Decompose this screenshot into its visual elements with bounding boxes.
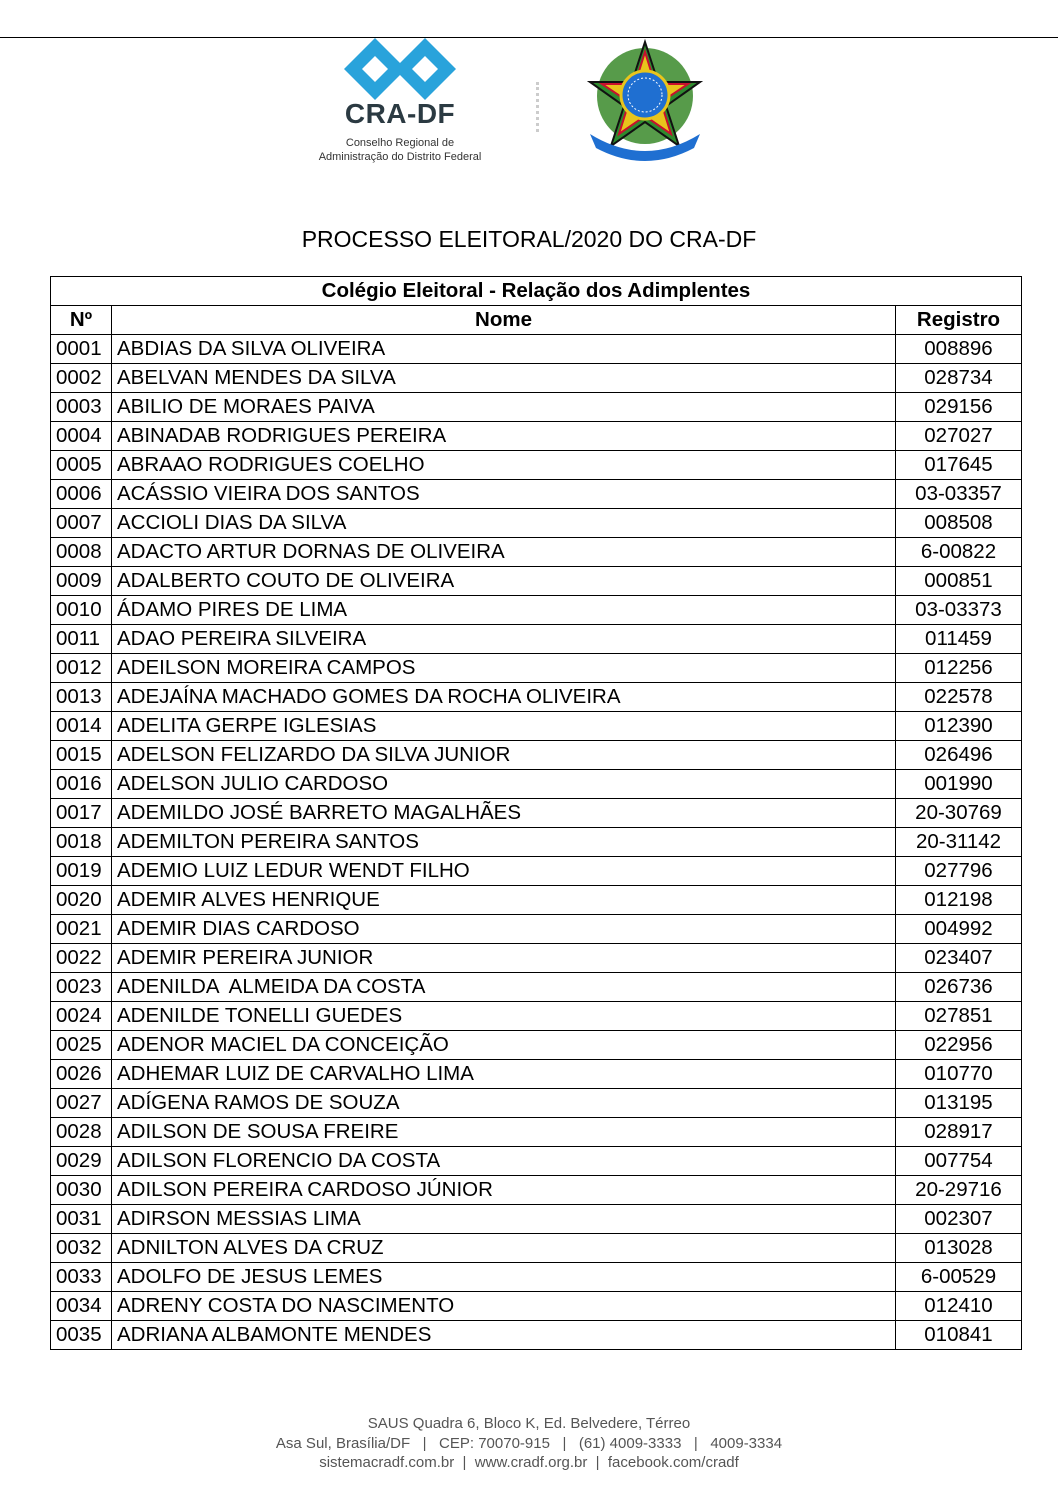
cra-df-logo-icon bbox=[344, 38, 456, 100]
cell-name: ABINADAB RODRIGUES PEREIRA bbox=[112, 422, 896, 451]
table-row bbox=[51, 480, 1022, 509]
cell-name: ADNILTON ALVES DA CRUZ bbox=[112, 1234, 896, 1263]
cell-name: ADACTO ARTUR DORNAS DE OLIVEIRA bbox=[112, 538, 896, 567]
cell-number: 0021 bbox=[51, 915, 112, 944]
table-row bbox=[51, 509, 1022, 538]
cell-name: ADILSON DE SOUSA FREIRE bbox=[112, 1118, 896, 1147]
cell-name: ADRIANA ALBAMONTE MENDES bbox=[112, 1321, 896, 1350]
cell-name: ADAO PEREIRA SILVEIRA bbox=[112, 625, 896, 654]
table-row bbox=[51, 393, 1022, 422]
table-caption: Colégio Eleitoral - Relação dos Adimplentes bbox=[51, 277, 1022, 306]
header-rule bbox=[0, 37, 1058, 38]
cell-name: ADÍGENA RAMOS DE SOUZA bbox=[112, 1089, 896, 1118]
cell-name: ADHEMAR LUIZ DE CARVALHO LIMA bbox=[112, 1060, 896, 1089]
table-row bbox=[51, 1321, 1022, 1350]
table-row bbox=[51, 712, 1022, 741]
cell-number: 0027 bbox=[51, 1089, 112, 1118]
cell-number: 0003 bbox=[51, 393, 112, 422]
cell-registro: 012256 bbox=[896, 654, 1022, 683]
cell-name: ADALBERTO COUTO DE OLIVEIRA bbox=[112, 567, 896, 596]
cell-number: 0035 bbox=[51, 1321, 112, 1350]
cell-number: 0033 bbox=[51, 1263, 112, 1292]
cell-number: 0010 bbox=[51, 596, 112, 625]
cell-name: ADENOR MACIEL DA CONCEIÇÃO bbox=[112, 1031, 896, 1060]
cell-name: ADEMILTON PEREIRA SANTOS bbox=[112, 828, 896, 857]
cell-number: 0020 bbox=[51, 886, 112, 915]
table-row bbox=[51, 828, 1022, 857]
cell-name: ADEILSON MOREIRA CAMPOS bbox=[112, 654, 896, 683]
cell-registro: 6-00529 bbox=[896, 1263, 1022, 1292]
table-row bbox=[51, 741, 1022, 770]
table-row bbox=[51, 335, 1022, 364]
table-row bbox=[51, 1089, 1022, 1118]
column-header-registro: Registro bbox=[896, 306, 1022, 335]
cell-number: 0013 bbox=[51, 683, 112, 712]
table-row bbox=[51, 1147, 1022, 1176]
cell-number: 0018 bbox=[51, 828, 112, 857]
cell-number: 0017 bbox=[51, 799, 112, 828]
logo-divider bbox=[536, 82, 543, 132]
table-row bbox=[51, 596, 1022, 625]
cell-registro: 028917 bbox=[896, 1118, 1022, 1147]
adimplentes-table bbox=[50, 276, 1022, 1350]
cell-registro: 027027 bbox=[896, 422, 1022, 451]
cell-registro: 20-29716 bbox=[896, 1176, 1022, 1205]
cell-name: ACCIOLI DIAS DA SILVA bbox=[112, 509, 896, 538]
cell-number: 0030 bbox=[51, 1176, 112, 1205]
cell-name: ADIRSON MESSIAS LIMA bbox=[112, 1205, 896, 1234]
document-title: PROCESSO ELEITORAL/2020 DO CRA-DF bbox=[301, 226, 757, 252]
cell-registro: 027851 bbox=[896, 1002, 1022, 1031]
cell-registro: 03-03373 bbox=[896, 596, 1022, 625]
cell-number: 0007 bbox=[51, 509, 112, 538]
table-header-row bbox=[51, 306, 1022, 335]
table-caption-row bbox=[51, 277, 1022, 306]
cell-number: 0023 bbox=[51, 973, 112, 1002]
cell-number: 0001 bbox=[51, 335, 112, 364]
cell-registro: 001990 bbox=[896, 770, 1022, 799]
cell-number: 0019 bbox=[51, 857, 112, 886]
table-row bbox=[51, 770, 1022, 799]
cell-number: 0008 bbox=[51, 538, 112, 567]
cell-registro: 017645 bbox=[896, 451, 1022, 480]
table-row bbox=[51, 1205, 1022, 1234]
cell-registro: 013028 bbox=[896, 1234, 1022, 1263]
cell-registro: 008896 bbox=[896, 335, 1022, 364]
footer-line: sistemacradf.com.br | www.cradf.org.br | facebook.com/cradf bbox=[319, 1454, 739, 1471]
table-row bbox=[51, 1002, 1022, 1031]
cell-name: ADOLFO DE JESUS LEMES bbox=[112, 1263, 896, 1292]
cell-number: 0006 bbox=[51, 480, 112, 509]
cell-registro: 6-00822 bbox=[896, 538, 1022, 567]
table-row bbox=[51, 625, 1022, 654]
cell-number: 0029 bbox=[51, 1147, 112, 1176]
cell-number: 0005 bbox=[51, 451, 112, 480]
logo-subtitle-line: Conselho Regional de bbox=[345, 137, 455, 149]
cell-registro: 022578 bbox=[896, 683, 1022, 712]
cell-name: ABELVAN MENDES DA SILVA bbox=[112, 364, 896, 393]
cell-name: ADILSON PEREIRA CARDOSO JÚNIOR bbox=[112, 1176, 896, 1205]
cell-name: ADENILDA ALMEIDA DA COSTA bbox=[112, 973, 896, 1002]
cell-number: 0002 bbox=[51, 364, 112, 393]
table-row bbox=[51, 973, 1022, 1002]
table-row bbox=[51, 1060, 1022, 1089]
cell-number: 0025 bbox=[51, 1031, 112, 1060]
cra-df-logo bbox=[300, 38, 510, 168]
cell-name: ADEMIR DIAS CARDOSO bbox=[112, 915, 896, 944]
cell-registro: 010770 bbox=[896, 1060, 1022, 1089]
cell-name: ABDIAS DA SILVA OLIVEIRA bbox=[112, 335, 896, 364]
cell-name: ADILSON FLORENCIO DA COSTA bbox=[112, 1147, 896, 1176]
table-row bbox=[51, 683, 1022, 712]
table-row bbox=[51, 799, 1022, 828]
table-row bbox=[51, 857, 1022, 886]
cell-registro: 20-31142 bbox=[896, 828, 1022, 857]
table-row bbox=[51, 538, 1022, 567]
cell-registro: 03-03357 bbox=[896, 480, 1022, 509]
cell-number: 0011 bbox=[51, 625, 112, 654]
cell-registro: 029156 bbox=[896, 393, 1022, 422]
cell-registro: 027796 bbox=[896, 857, 1022, 886]
cell-registro: 026736 bbox=[896, 973, 1022, 1002]
table-row bbox=[51, 886, 1022, 915]
cell-name: ABRAAO RODRIGUES COELHO bbox=[112, 451, 896, 480]
cell-name: ADEMIO LUIZ LEDUR WENDT FILHO bbox=[112, 857, 896, 886]
table-row bbox=[51, 1292, 1022, 1321]
cell-name: ABILIO DE MORAES PAIVA bbox=[112, 393, 896, 422]
table-row bbox=[51, 1176, 1022, 1205]
cell-number: 0034 bbox=[51, 1292, 112, 1321]
column-header-number: Nº bbox=[51, 306, 112, 335]
cell-registro: 004992 bbox=[896, 915, 1022, 944]
cell-registro: 012198 bbox=[896, 886, 1022, 915]
cell-name: ADEMIR ALVES HENRIQUE bbox=[112, 886, 896, 915]
cell-number: 0032 bbox=[51, 1234, 112, 1263]
cell-registro: 000851 bbox=[896, 567, 1022, 596]
cell-name: ADELSON JULIO CARDOSO bbox=[112, 770, 896, 799]
table-row bbox=[51, 654, 1022, 683]
table-row bbox=[51, 1118, 1022, 1147]
cell-registro: 028734 bbox=[896, 364, 1022, 393]
cell-registro: 010841 bbox=[896, 1321, 1022, 1350]
cell-name: ADENILDE TONELLI GUEDES bbox=[112, 1002, 896, 1031]
cell-registro: 011459 bbox=[896, 625, 1022, 654]
cell-number: 0028 bbox=[51, 1118, 112, 1147]
cell-name: ADELSON FELIZARDO DA SILVA JUNIOR bbox=[112, 741, 896, 770]
cell-registro: 002307 bbox=[896, 1205, 1022, 1234]
cell-name: ADRENY COSTA DO NASCIMENTO bbox=[112, 1292, 896, 1321]
table-row bbox=[51, 567, 1022, 596]
footer-line: SAUS Quadra 6, Bloco K, Ed. Belvedere, Térreo bbox=[367, 1415, 691, 1432]
table-row bbox=[51, 1031, 1022, 1060]
cell-registro: 013195 bbox=[896, 1089, 1022, 1118]
cell-registro: 20-30769 bbox=[896, 799, 1022, 828]
cell-registro: 023407 bbox=[896, 944, 1022, 973]
cell-registro: 026496 bbox=[896, 741, 1022, 770]
cell-name: ACÁSSIO VIEIRA DOS SANTOS bbox=[112, 480, 896, 509]
cell-name: ADEJAÍNA MACHADO GOMES DA ROCHA OLIVEIRA bbox=[112, 683, 896, 712]
cell-name: ADEMILDO JOSÉ BARRETO MAGALHÃES bbox=[112, 799, 896, 828]
footer-address bbox=[0, 1414, 1058, 1473]
logo-subtitle-line: Administração do Distrito Federal bbox=[318, 151, 482, 163]
logo-name: CRA-DF bbox=[344, 98, 456, 129]
cell-number: 0026 bbox=[51, 1060, 112, 1089]
column-header-name: Nome bbox=[112, 306, 896, 335]
cell-registro: 012410 bbox=[896, 1292, 1022, 1321]
table-row bbox=[51, 451, 1022, 480]
cell-number: 0024 bbox=[51, 1002, 112, 1031]
cell-registro: 008508 bbox=[896, 509, 1022, 538]
cell-number: 0022 bbox=[51, 944, 112, 973]
cell-registro: 022956 bbox=[896, 1031, 1022, 1060]
cell-name: ADELITA GERPE IGLESIAS bbox=[112, 712, 896, 741]
table-row bbox=[51, 364, 1022, 393]
cell-name: ADEMIR PEREIRA JUNIOR bbox=[112, 944, 896, 973]
cell-number: 0004 bbox=[51, 422, 112, 451]
cell-registro: 012390 bbox=[896, 712, 1022, 741]
table-row bbox=[51, 422, 1022, 451]
footer-line: Asa Sul, Brasília/DF | CEP: 70070-915 | (61) 4009-3333 | 4009-3334 bbox=[275, 1434, 783, 1452]
cell-number: 0009 bbox=[51, 567, 112, 596]
cell-number: 0015 bbox=[51, 741, 112, 770]
table-row bbox=[51, 1263, 1022, 1292]
table-row bbox=[51, 915, 1022, 944]
cell-number: 0016 bbox=[51, 770, 112, 799]
logo-subtitle bbox=[300, 136, 500, 164]
cell-number: 0031 bbox=[51, 1205, 112, 1234]
brazil-coat-of-arms-icon bbox=[582, 38, 708, 162]
table-row bbox=[51, 1234, 1022, 1263]
cell-name: ÁDAMO PIRES DE LIMA bbox=[112, 596, 896, 625]
cell-number: 0012 bbox=[51, 654, 112, 683]
cell-registro: 007754 bbox=[896, 1147, 1022, 1176]
cell-number: 0014 bbox=[51, 712, 112, 741]
table-row bbox=[51, 944, 1022, 973]
